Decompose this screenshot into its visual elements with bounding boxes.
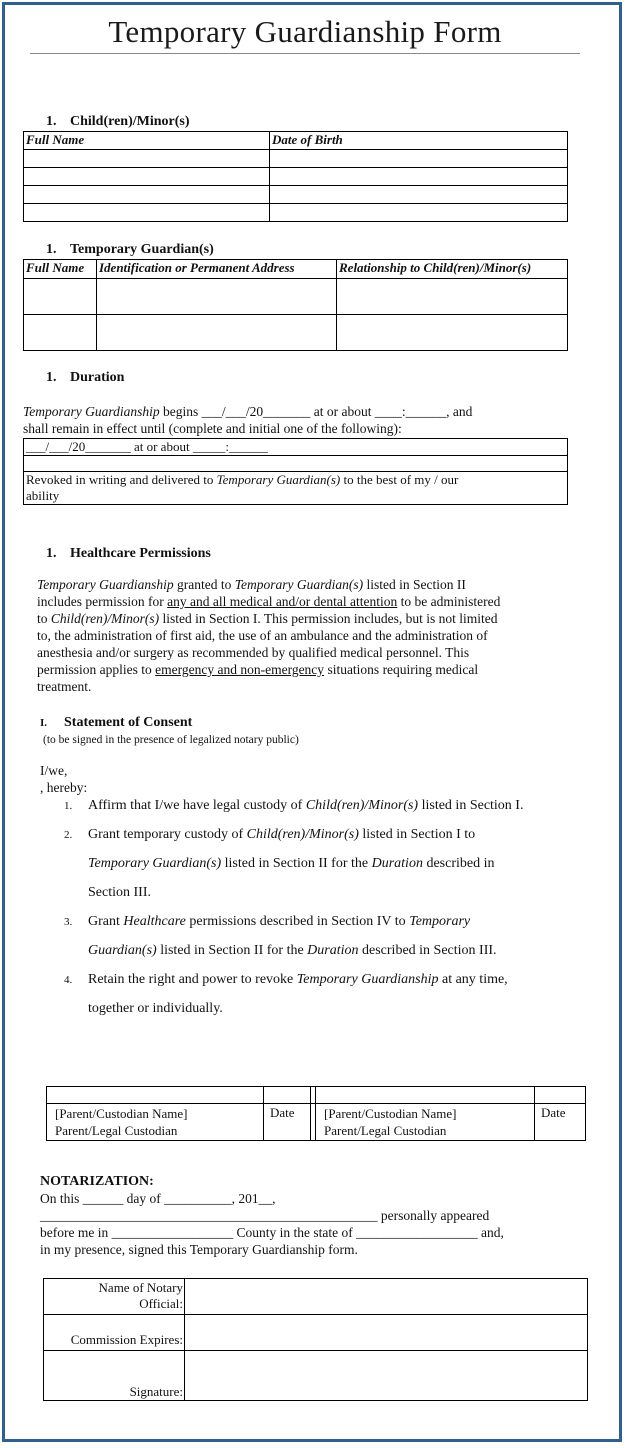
item-number: 2.	[64, 829, 73, 841]
text: granted to	[173, 577, 235, 592]
para-line	[37, 661, 597, 678]
section-title: Duration	[70, 370, 125, 385]
item-number: 3.	[64, 916, 73, 928]
para-line: anesthesia and/or surgery as recommended by qualified medical personnel. This	[37, 645, 470, 660]
text: permissions described in Section IV to	[185, 914, 410, 929]
guardian-address-field[interactable]	[97, 315, 337, 351]
para-line	[37, 593, 597, 610]
col-relationship: Relationship to Child(ren)/Minor(s)	[337, 260, 568, 279]
text: __________________________________________________	[40, 1208, 378, 1223]
section-title: Child(ren)/Minor(s)	[70, 114, 190, 129]
guardian-name-field[interactable]	[24, 279, 97, 315]
guardian-address-field[interactable]	[97, 279, 337, 315]
label-text: Name of Notary	[98, 1280, 183, 1295]
text: Affirm that I/we have legal custody of	[88, 798, 306, 813]
signer-role-label: Parent/Legal Custodian	[55, 1123, 178, 1138]
left-date-label: Date	[264, 1104, 311, 1141]
healthcare-paragraph	[37, 576, 597, 695]
text: Retain the right and power to revoke	[88, 972, 297, 987]
italic-term: Temporary Guardianship	[296, 972, 439, 987]
duration-options-table	[23, 438, 568, 505]
duration-blank-row	[24, 456, 568, 472]
notarization-line: in my presence, signed this Temporary Guardianship form.	[40, 1242, 358, 1257]
section-heading-duration	[46, 370, 124, 386]
consent-item	[64, 820, 495, 907]
italic-term: Healthcare	[123, 914, 186, 929]
para-line: treatment.	[37, 679, 92, 694]
child-dob-field[interactable]	[270, 204, 568, 222]
text: to	[37, 611, 51, 626]
child-name-field[interactable]	[24, 168, 270, 186]
duration-option-date[interactable]: ___/___/20_______ at or about _____:______	[24, 439, 568, 456]
text: listed in Section II	[363, 577, 466, 592]
right-signature-field[interactable]	[316, 1087, 535, 1104]
consent-subtitle: (to be signed in the presence of legalized notary public)	[43, 734, 299, 746]
section-title: Temporary Guardian(s)	[70, 242, 214, 257]
child-dob-field[interactable]	[270, 168, 568, 186]
signature-table	[46, 1086, 586, 1141]
text: personally appeared	[377, 1208, 490, 1223]
section-heading-children	[46, 114, 190, 130]
notarization-heading: NOTARIZATION:	[40, 1174, 154, 1189]
notarization-line	[40, 1208, 489, 1224]
signer-name-label: [Parent/Custodian Name]	[55, 1106, 188, 1121]
italic-term: Temporary Guardian(s)	[88, 856, 222, 871]
text: Grant	[88, 914, 124, 929]
guardians-table	[23, 259, 568, 351]
italic-term: Temporary Guardianship	[37, 577, 174, 592]
signer-role-label: Parent/Legal Custodian	[324, 1123, 447, 1138]
consent-iwe: I/we,	[40, 763, 68, 778]
left-signer-label	[47, 1104, 264, 1141]
duration-begins-line	[23, 404, 472, 420]
para-line	[37, 576, 597, 593]
text: permission applies to	[37, 662, 156, 677]
children-table	[23, 131, 568, 222]
item-line	[88, 849, 494, 878]
item-number: 4.	[64, 974, 73, 986]
child-name-field[interactable]	[24, 186, 270, 204]
item-line	[88, 907, 497, 936]
text: Grant temporary custody of	[88, 827, 247, 842]
label-text: Official:	[139, 1296, 183, 1311]
section-number: 1.	[46, 546, 57, 561]
italic-term: Guardian(s)	[88, 943, 157, 958]
section-number: 1.	[46, 114, 57, 129]
title-underline	[30, 53, 580, 54]
consent-item	[64, 965, 508, 1023]
italic-term: Duration	[307, 943, 359, 958]
revoked-text: to the best of my / our	[340, 472, 459, 487]
section-title: Healthcare Permissions	[70, 546, 211, 561]
consent-hereby: , hereby:	[40, 780, 88, 795]
notary-name-label	[44, 1279, 185, 1315]
text: situations requiring medical	[324, 662, 479, 677]
text: listed in Section I.	[418, 798, 524, 813]
text: to be administered	[397, 594, 501, 609]
italic-term: Child(ren)/Minor(s)	[305, 798, 419, 813]
consent-item	[64, 907, 497, 965]
revoked-text: Revoked in writing and delivered to	[26, 472, 217, 487]
underlined-term: emergency and non-emergency	[155, 662, 325, 677]
col-identification: Identification or Permanent Address	[97, 260, 337, 279]
italic-term: Temporary Guardianship	[23, 404, 160, 419]
duration-begins-text: begins ___/___/20_______ at or about ____:______, and	[159, 404, 473, 419]
signer-name-label: [Parent/Custodian Name]	[324, 1106, 457, 1121]
item-number: 1.	[64, 800, 73, 812]
notary-signature-field[interactable]	[185, 1351, 588, 1401]
section-heading-guardians	[46, 242, 214, 258]
text: listed in Section I to	[358, 827, 476, 842]
text: described in Section III.	[358, 943, 497, 958]
col-date-of-birth: Date of Birth	[270, 132, 568, 150]
duration-remain-line: shall remain in effect until (complete and initial one of the following):	[23, 421, 402, 436]
text: listed in Section II for the	[156, 943, 308, 958]
item-line	[88, 965, 508, 994]
revoked-text: ability	[26, 488, 60, 503]
item-line: together or individually.	[88, 1001, 223, 1016]
text: includes permission for	[37, 594, 168, 609]
left-date-field[interactable]	[264, 1087, 311, 1104]
duration-option-revoked[interactable]	[24, 472, 568, 505]
left-signature-field[interactable]	[47, 1087, 264, 1104]
signature-label: Signature:	[44, 1351, 185, 1401]
notarization-line: before me in __________________ County in the state of __________________ and,	[40, 1225, 504, 1240]
italic-term: Duration	[371, 856, 423, 871]
child-name-field[interactable]	[24, 204, 270, 222]
para-line: to, the administration of first aid, the use of an ambulance and the administration of	[37, 628, 488, 643]
notary-name-field[interactable]	[185, 1279, 588, 1315]
text: listed in Section II for the	[221, 856, 372, 871]
italic-term: Temporary Guardian(s)	[216, 472, 341, 487]
italic-term: Temporary	[409, 914, 471, 929]
item-line	[88, 820, 494, 849]
section-number: I.	[40, 717, 48, 729]
guardian-relationship-field[interactable]	[337, 279, 568, 315]
page-title: Temporary Guardianship Form	[108, 14, 502, 49]
text: described in	[422, 856, 495, 871]
text: listed in Section I. This permission includes, but is not limited	[159, 611, 498, 626]
col-full-name: Full Name	[24, 260, 97, 279]
right-signer-label	[316, 1104, 535, 1141]
section-number: 1.	[46, 370, 57, 385]
right-date-label: Date	[535, 1104, 586, 1141]
child-dob-field[interactable]	[270, 150, 568, 168]
col-full-name: Full Name	[24, 132, 270, 150]
italic-term: Child(ren)/Minor(s)	[50, 611, 160, 626]
guardian-relationship-field[interactable]	[337, 315, 568, 351]
consent-item	[64, 791, 524, 820]
commission-expires-field[interactable]	[185, 1315, 588, 1351]
commission-expires-label: Commission Expires:	[44, 1315, 185, 1351]
right-date-field[interactable]	[535, 1087, 586, 1104]
child-dob-field[interactable]	[270, 186, 568, 204]
underlined-term: any and all medical and/or dental attention	[167, 594, 398, 609]
section-title: Statement of Consent	[64, 715, 193, 730]
italic-term: Child(ren)/Minor(s)	[246, 827, 359, 842]
section-heading-consent	[40, 715, 192, 731]
child-name-field[interactable]	[24, 150, 270, 168]
item-line: Section III.	[88, 885, 151, 900]
item-line	[88, 936, 497, 965]
notarization-line: On this ______ day of __________, 201__,	[40, 1191, 276, 1206]
guardian-name-field[interactable]	[24, 315, 97, 351]
section-heading-healthcare	[46, 546, 211, 562]
text: at any time,	[438, 972, 508, 987]
section-number: 1.	[46, 242, 57, 257]
italic-term: Temporary Guardian(s)	[234, 577, 364, 592]
notary-table	[43, 1278, 588, 1401]
para-line	[37, 610, 597, 627]
